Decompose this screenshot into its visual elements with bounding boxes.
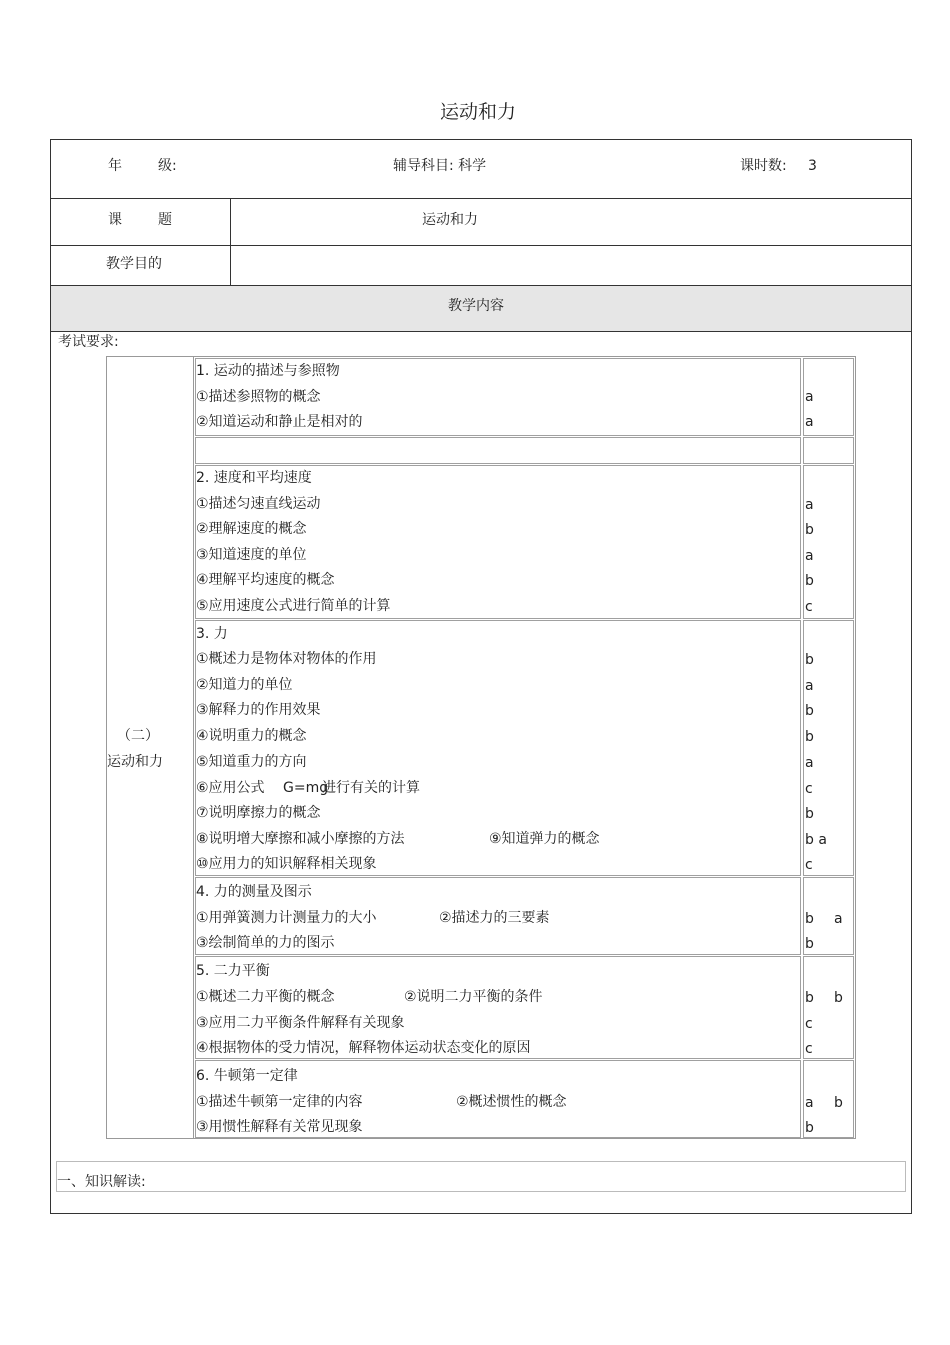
level-value-2: b bbox=[834, 990, 843, 1006]
requirement-item: ①概述二力平衡的概念 bbox=[196, 989, 335, 1005]
requirement-item: ①描述匀速直线运动 bbox=[196, 496, 321, 512]
topic-label-tail: 题 bbox=[158, 212, 172, 228]
level-value: a bbox=[805, 755, 814, 771]
level-value: b bbox=[805, 936, 814, 952]
subject-field: 辅导科目: 科学 bbox=[393, 158, 487, 174]
requirement-item: ⑥应用公式 bbox=[196, 780, 265, 796]
level-value-2: b bbox=[834, 1095, 843, 1111]
requirement-item: ⑤知道重力的方向 bbox=[196, 754, 307, 770]
requirement-item: ⑦说明摩擦力的概念 bbox=[196, 805, 321, 821]
level-value: a bbox=[805, 1095, 814, 1111]
level-value: b bbox=[805, 990, 814, 1006]
grade-label-tail: 级: bbox=[158, 158, 177, 174]
requirement-item: ④根据物体的受力情况，解释物体运动状态变化的原因 bbox=[196, 1040, 531, 1056]
level-value: c bbox=[805, 1041, 813, 1057]
level-value: b bbox=[805, 1120, 814, 1136]
level-value: a bbox=[805, 389, 814, 405]
requirement-item: ①描述参照物的概念 bbox=[196, 389, 321, 405]
section-heading: 2. 速度和平均速度 bbox=[196, 470, 312, 486]
requirement-item: ②理解速度的概念 bbox=[196, 521, 307, 537]
level-value: a bbox=[805, 678, 814, 694]
level-value: c bbox=[805, 857, 813, 873]
requirement-item: ①用弹簧测力计测量力的大小 bbox=[196, 910, 377, 926]
topic-value: 运动和力 bbox=[422, 212, 478, 228]
requirement-item: ④理解平均速度的概念 bbox=[196, 572, 335, 588]
knowledge-label: 一、知识解读: bbox=[57, 1174, 146, 1190]
requirement-item-extra: ②概述惯性的概念 bbox=[456, 1094, 567, 1110]
section-box-empty bbox=[195, 437, 801, 464]
level-value-2: a bbox=[834, 911, 843, 927]
level-value: a bbox=[805, 497, 814, 513]
level-value: c bbox=[805, 1016, 813, 1032]
level-value: c bbox=[805, 599, 813, 615]
requirement-item: ⑩应用力的知识解释相关现象 bbox=[196, 856, 377, 872]
requirement-item: ③应用二力平衡条件解释有关现象 bbox=[196, 1015, 405, 1031]
level-box bbox=[803, 465, 854, 619]
requirement-item-extra: ②描述力的三要素 bbox=[439, 910, 550, 926]
row-divider bbox=[50, 245, 912, 246]
requirement-item: ①描述牛顿第一定律的内容 bbox=[196, 1094, 363, 1110]
level-value: b bbox=[805, 911, 814, 927]
category-number: （二） bbox=[117, 728, 159, 744]
requirement-item: ②知道力的单位 bbox=[196, 677, 293, 693]
section-heading: 4. 力的测量及图示 bbox=[196, 884, 312, 900]
requirement-item: ④说明重力的概念 bbox=[196, 728, 307, 744]
requirement-item-extra: ⑨知道弹力的概念 bbox=[489, 831, 600, 847]
content-header: 教学内容 bbox=[448, 298, 504, 314]
knowledge-box bbox=[56, 1161, 906, 1192]
level-value: a bbox=[805, 414, 814, 430]
row-divider bbox=[50, 285, 912, 286]
level-value: a bbox=[805, 548, 814, 564]
requirement-item: ⑤应用速度公式进行简单的计算 bbox=[196, 598, 391, 614]
section-heading: 6. 牛顿第一定律 bbox=[196, 1068, 298, 1084]
col-divider bbox=[230, 198, 231, 285]
level-value: b bbox=[805, 806, 814, 822]
exam-requirements-label: 考试要求: bbox=[58, 334, 119, 350]
category-title: 运动和力 bbox=[107, 754, 163, 770]
section-heading: 1. 运动的描述与参照物 bbox=[196, 363, 340, 379]
page-title: 运动和力 bbox=[439, 101, 516, 123]
topic-label: 课 bbox=[108, 212, 122, 228]
requirement-item: ③绘制简单的力的图示 bbox=[196, 935, 335, 951]
requirement-item: ③用惯性解释有关常见现象 bbox=[196, 1119, 363, 1135]
section-heading: 5. 二力平衡 bbox=[196, 963, 270, 979]
section-heading: 3. 力 bbox=[196, 626, 228, 642]
requirement-item: ⑧说明增大摩擦和减小摩擦的方法 bbox=[196, 831, 405, 847]
level-box-empty bbox=[803, 437, 854, 464]
category-col-divider bbox=[193, 356, 194, 1139]
requirement-item-extra: ②说明二力平衡的条件 bbox=[404, 989, 543, 1005]
level-value: b bbox=[805, 522, 814, 538]
level-value: b bbox=[805, 652, 814, 668]
hours-value: 3 bbox=[808, 158, 817, 174]
level-value: b bbox=[805, 729, 814, 745]
grade-label: 年 bbox=[108, 158, 122, 174]
level-value: c bbox=[805, 781, 813, 797]
requirement-item: ③解释力的作用效果 bbox=[196, 702, 321, 718]
goal-label: 教学目的 bbox=[106, 256, 162, 272]
row-divider bbox=[50, 198, 912, 199]
formula-tail: 进行有关的计算 bbox=[322, 780, 420, 796]
requirement-item: ②知道运动和静止是相对的 bbox=[196, 414, 363, 430]
level-value: b bbox=[805, 703, 814, 719]
level-value: b a bbox=[805, 832, 827, 848]
requirement-item: ①概述力是物体对物体的作用 bbox=[196, 651, 377, 667]
section-box bbox=[195, 465, 801, 619]
requirement-item: ③知道速度的单位 bbox=[196, 547, 307, 563]
formula-text: G=mg bbox=[283, 780, 329, 796]
level-value: b bbox=[805, 573, 814, 589]
row-divider bbox=[50, 331, 912, 332]
hours-label: 课时数: bbox=[740, 158, 787, 174]
